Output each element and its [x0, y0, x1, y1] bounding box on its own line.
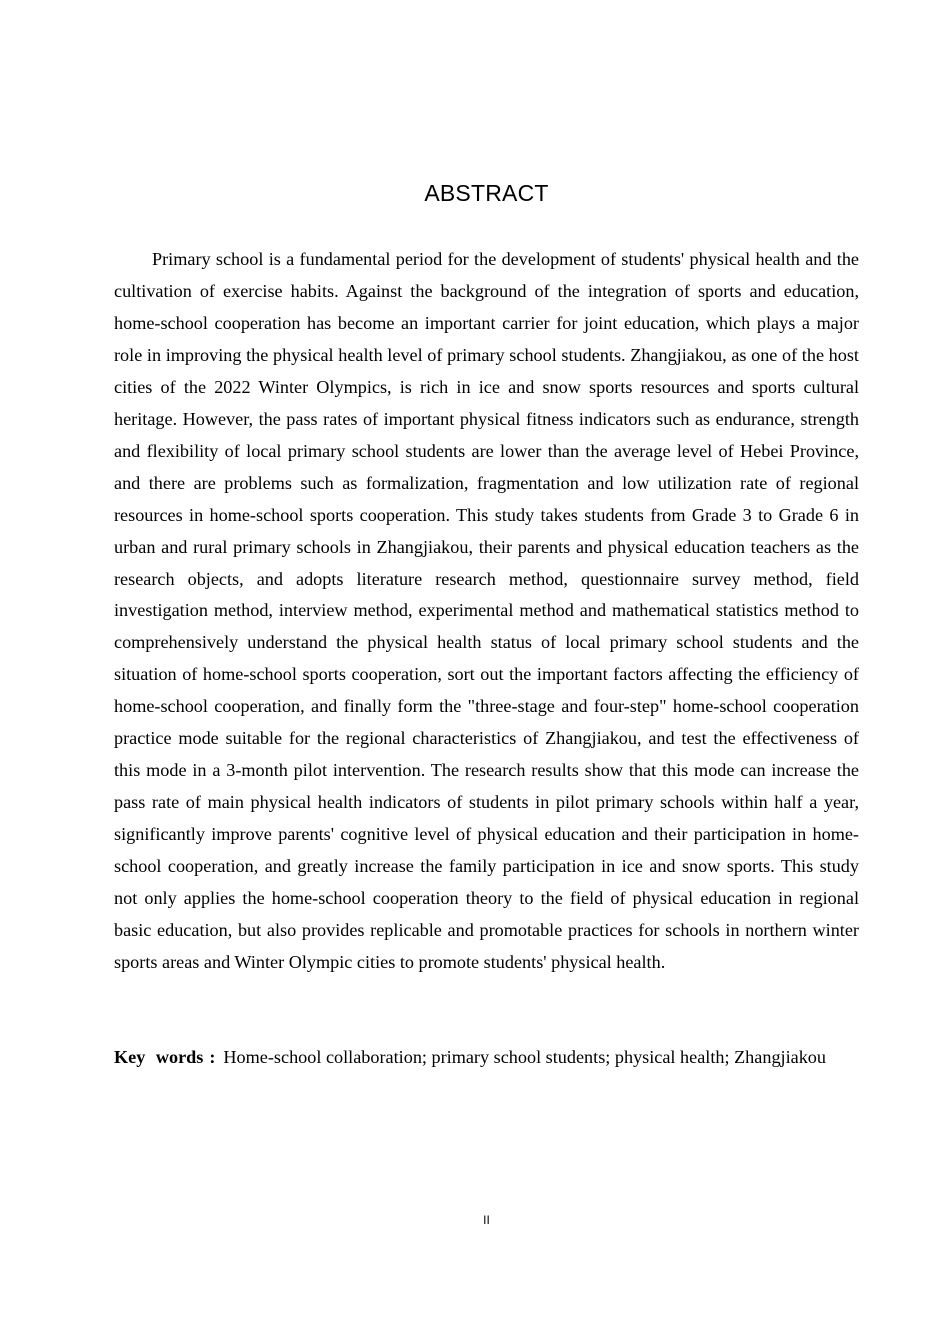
keywords-text: Home-school collaboration; primary school students; physical health; Zhangjiakou — [223, 1047, 826, 1067]
keywords-line — [114, 1042, 859, 1074]
page-number: II — [483, 1213, 490, 1227]
abstract-title: ABSTRACT — [424, 180, 549, 206]
keywords-label: Key words — [114, 1047, 204, 1067]
keywords-separator: : — [209, 1047, 216, 1067]
abstract-body: Primary school is a fundamental period for the development of students' physical health and the cultivation of exercise habits. Against the background of the integration of sports and education, home-school cooperation has become an important carrier for joint education, which plays a major role in improving the physical health level of primary school students. Zhangjiakou, as one of the host cities of the 2022 Winter Olympics, is rich in ice and snow sports resources and sports cultural heritage. However, the pass rates of important physical fitness indicators such as endurance, strength and flexibility of local primary school students are lower than the average level of Hebei Province, and there are problems such as formalization, fragmentation and low utilization rate of regional resources in home-school sports cooperation. This study takes students from Grade 3 to Grade 6 in urban and rural primary schools in Zhangjiakou, their parents and physical education teachers as the research objects, and adopts literature research method, questionnaire survey method, field investigation method, interview method, experimental method and mathematical statistics method to comprehensively understand the physical health status of local primary school students and the situation of home-school sports cooperation, sort out the important factors affecting the efficiency of home-school cooperation, and finally form the "three-stage and four-step" home-school cooperation practice mode suitable for the regional characteristics of Zhangjiakou, and test the effectiveness of this mode in a 3-month pilot intervention. The research results show that this mode can increase the pass rate of main physical health indicators of students in pilot primary schools within half a year, significantly improve parents' cognitive level of physical education and their participation in home-school cooperation, and greatly increase the family participation in ice and snow sports. This study not only applies the home-school cooperation theory to the field of physical education in regional basic education, but also provides replicable and promotable practices for schools in northern winter sports areas and Winter Olympic cities to promote students' physical health. — [114, 249, 859, 972]
